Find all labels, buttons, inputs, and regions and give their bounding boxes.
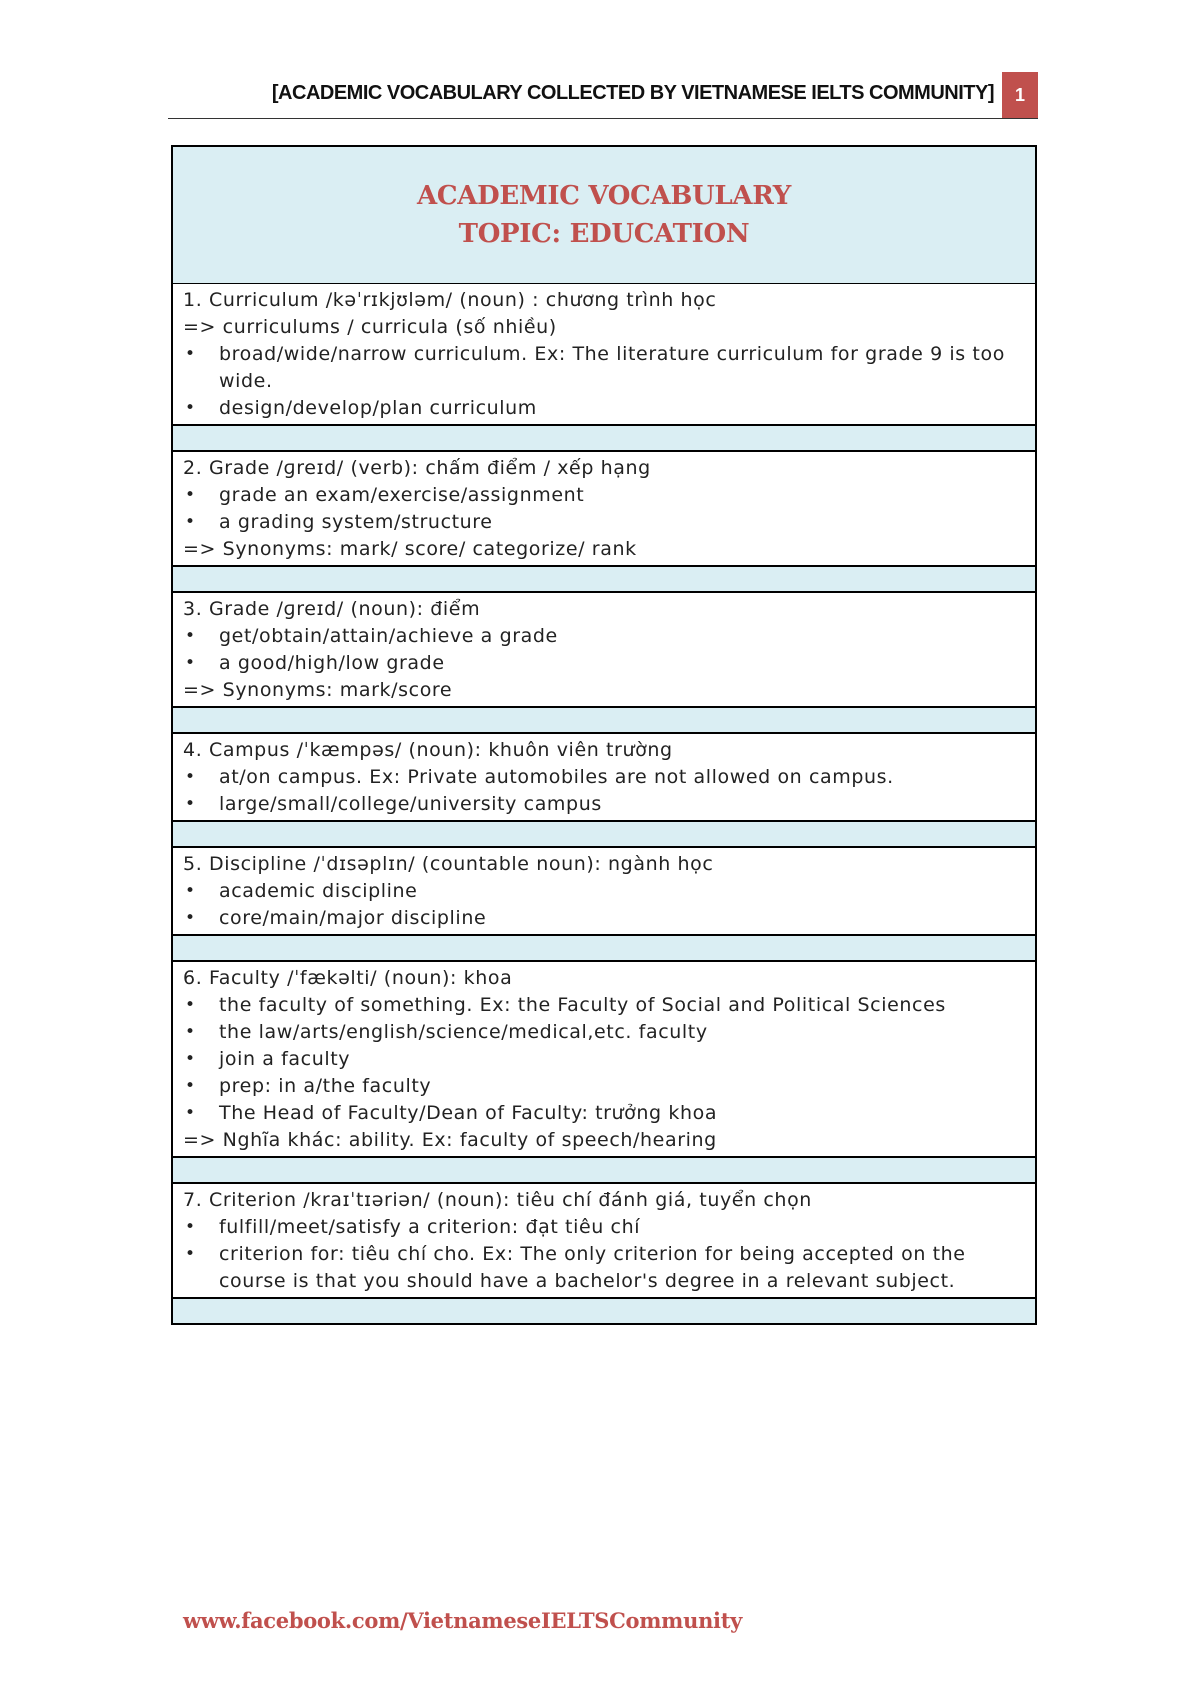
- entry-bullet: • academic discipline: [183, 878, 1025, 905]
- entry-headword: 4. Campus /ˈkæmpəs/ (noun): khuôn viên trường: [183, 739, 673, 761]
- entry-bullet: • criterion for: tiêu chí cho. Ex: The only criterion for being accepted on the course is that you should have a bachelor's degree in a relevant subject.: [183, 1241, 1025, 1295]
- page-header: [168, 72, 1038, 119]
- entry-bullet: • a grading system/structure: [183, 509, 1025, 536]
- page-number-badge: 1: [1002, 72, 1038, 118]
- entry-headword: 2. Grade /ɡreɪd/ (verb): chấm điểm / xếp hạng: [183, 457, 651, 479]
- entry-line: => Synonyms: mark/ score/ categorize/ rank: [183, 538, 637, 560]
- entry-bullet: • the faculty of something. Ex: the Faculty of Social and Political Sciences: [183, 992, 1025, 1019]
- entry-bullet: • at/on campus. Ex: Private automobiles are not allowed on campus.: [183, 764, 1025, 791]
- entry-bullet: • join a faculty: [183, 1046, 1025, 1073]
- entry-bullet: • get/obtain/attain/achieve a grade: [183, 623, 1025, 650]
- entry-line: => Nghĩa khác: ability. Ex: faculty of speech/hearing: [183, 1129, 717, 1151]
- row-spacer: [173, 1299, 1035, 1323]
- entry-bullet: • design/develop/plan curriculum: [183, 395, 1025, 422]
- facebook-link[interactable]: www.facebook.com/VietnameseIELTSCommunity: [183, 1608, 743, 1633]
- vocab-entry-curriculum: [173, 284, 1035, 426]
- vocab-entry-grade-verb: [173, 452, 1035, 567]
- entry-headword: 7. Criterion /kraɪˈtɪəriən/ (noun): tiêu chí đánh giá, tuyển chọn: [183, 1189, 812, 1211]
- header-title: [ACADEMIC VOCABULARY COLLECTED BY VIETNAMESE IELTS COMMUNITY]: [271, 82, 994, 104]
- entry-bullet: • large/small/college/university campus: [183, 791, 1025, 818]
- vocab-entry-discipline: [173, 848, 1035, 936]
- row-spacer: [173, 426, 1035, 452]
- entry-bullet: • grade an exam/exercise/assignment: [183, 482, 1025, 509]
- entry-headword: 6. Faculty /ˈfækəlti/ (noun): khoa: [183, 967, 513, 989]
- entry-bullet: • The Head of Faculty/Dean of Faculty: trưởng khoa: [183, 1100, 1025, 1127]
- document-title: ACADEMIC VOCABULARY: [416, 181, 792, 211]
- entry-bullet: • prep: in a/the faculty: [183, 1073, 1025, 1100]
- entry-bullet: • the law/arts/english/science/medical,etc. faculty: [183, 1019, 1025, 1046]
- vocab-entry-campus: [173, 734, 1035, 822]
- entry-headword: 5. Discipline /ˈdɪsəplɪn/ (countable noun): ngành học: [183, 853, 714, 875]
- row-spacer: [173, 936, 1035, 962]
- entry-bullet: • broad/wide/narrow curriculum. Ex: The literature curriculum for grade 9 is too wide.: [183, 341, 1025, 395]
- row-spacer: [173, 567, 1035, 593]
- row-spacer: [173, 708, 1035, 734]
- entry-line: => curriculums / curricula (số nhiều): [183, 316, 557, 338]
- row-spacer: [173, 1158, 1035, 1184]
- vocabulary-table: [171, 145, 1037, 1325]
- entry-bullet: • a good/high/low grade: [183, 650, 1025, 677]
- vocab-entry-grade-noun: [173, 593, 1035, 708]
- topic-title: TOPIC: EDUCATION: [458, 219, 750, 249]
- entry-headword: 3. Grade /ɡreɪd/ (noun): điểm: [183, 598, 481, 620]
- row-spacer: [173, 822, 1035, 848]
- entry-bullet: • fulfill/meet/satisfy a criterion: đạt tiêu chí: [183, 1214, 1025, 1241]
- title-box: [173, 147, 1035, 284]
- vocab-entry-faculty: [173, 962, 1035, 1158]
- entry-line: => Synonyms: mark/score: [183, 679, 453, 701]
- entry-headword: 1. Curriculum /kəˈrɪkjʊləm/ (noun) : chương trình học: [183, 289, 717, 311]
- vocab-entry-criterion: [173, 1184, 1035, 1299]
- entry-bullet: • core/main/major discipline: [183, 905, 1025, 932]
